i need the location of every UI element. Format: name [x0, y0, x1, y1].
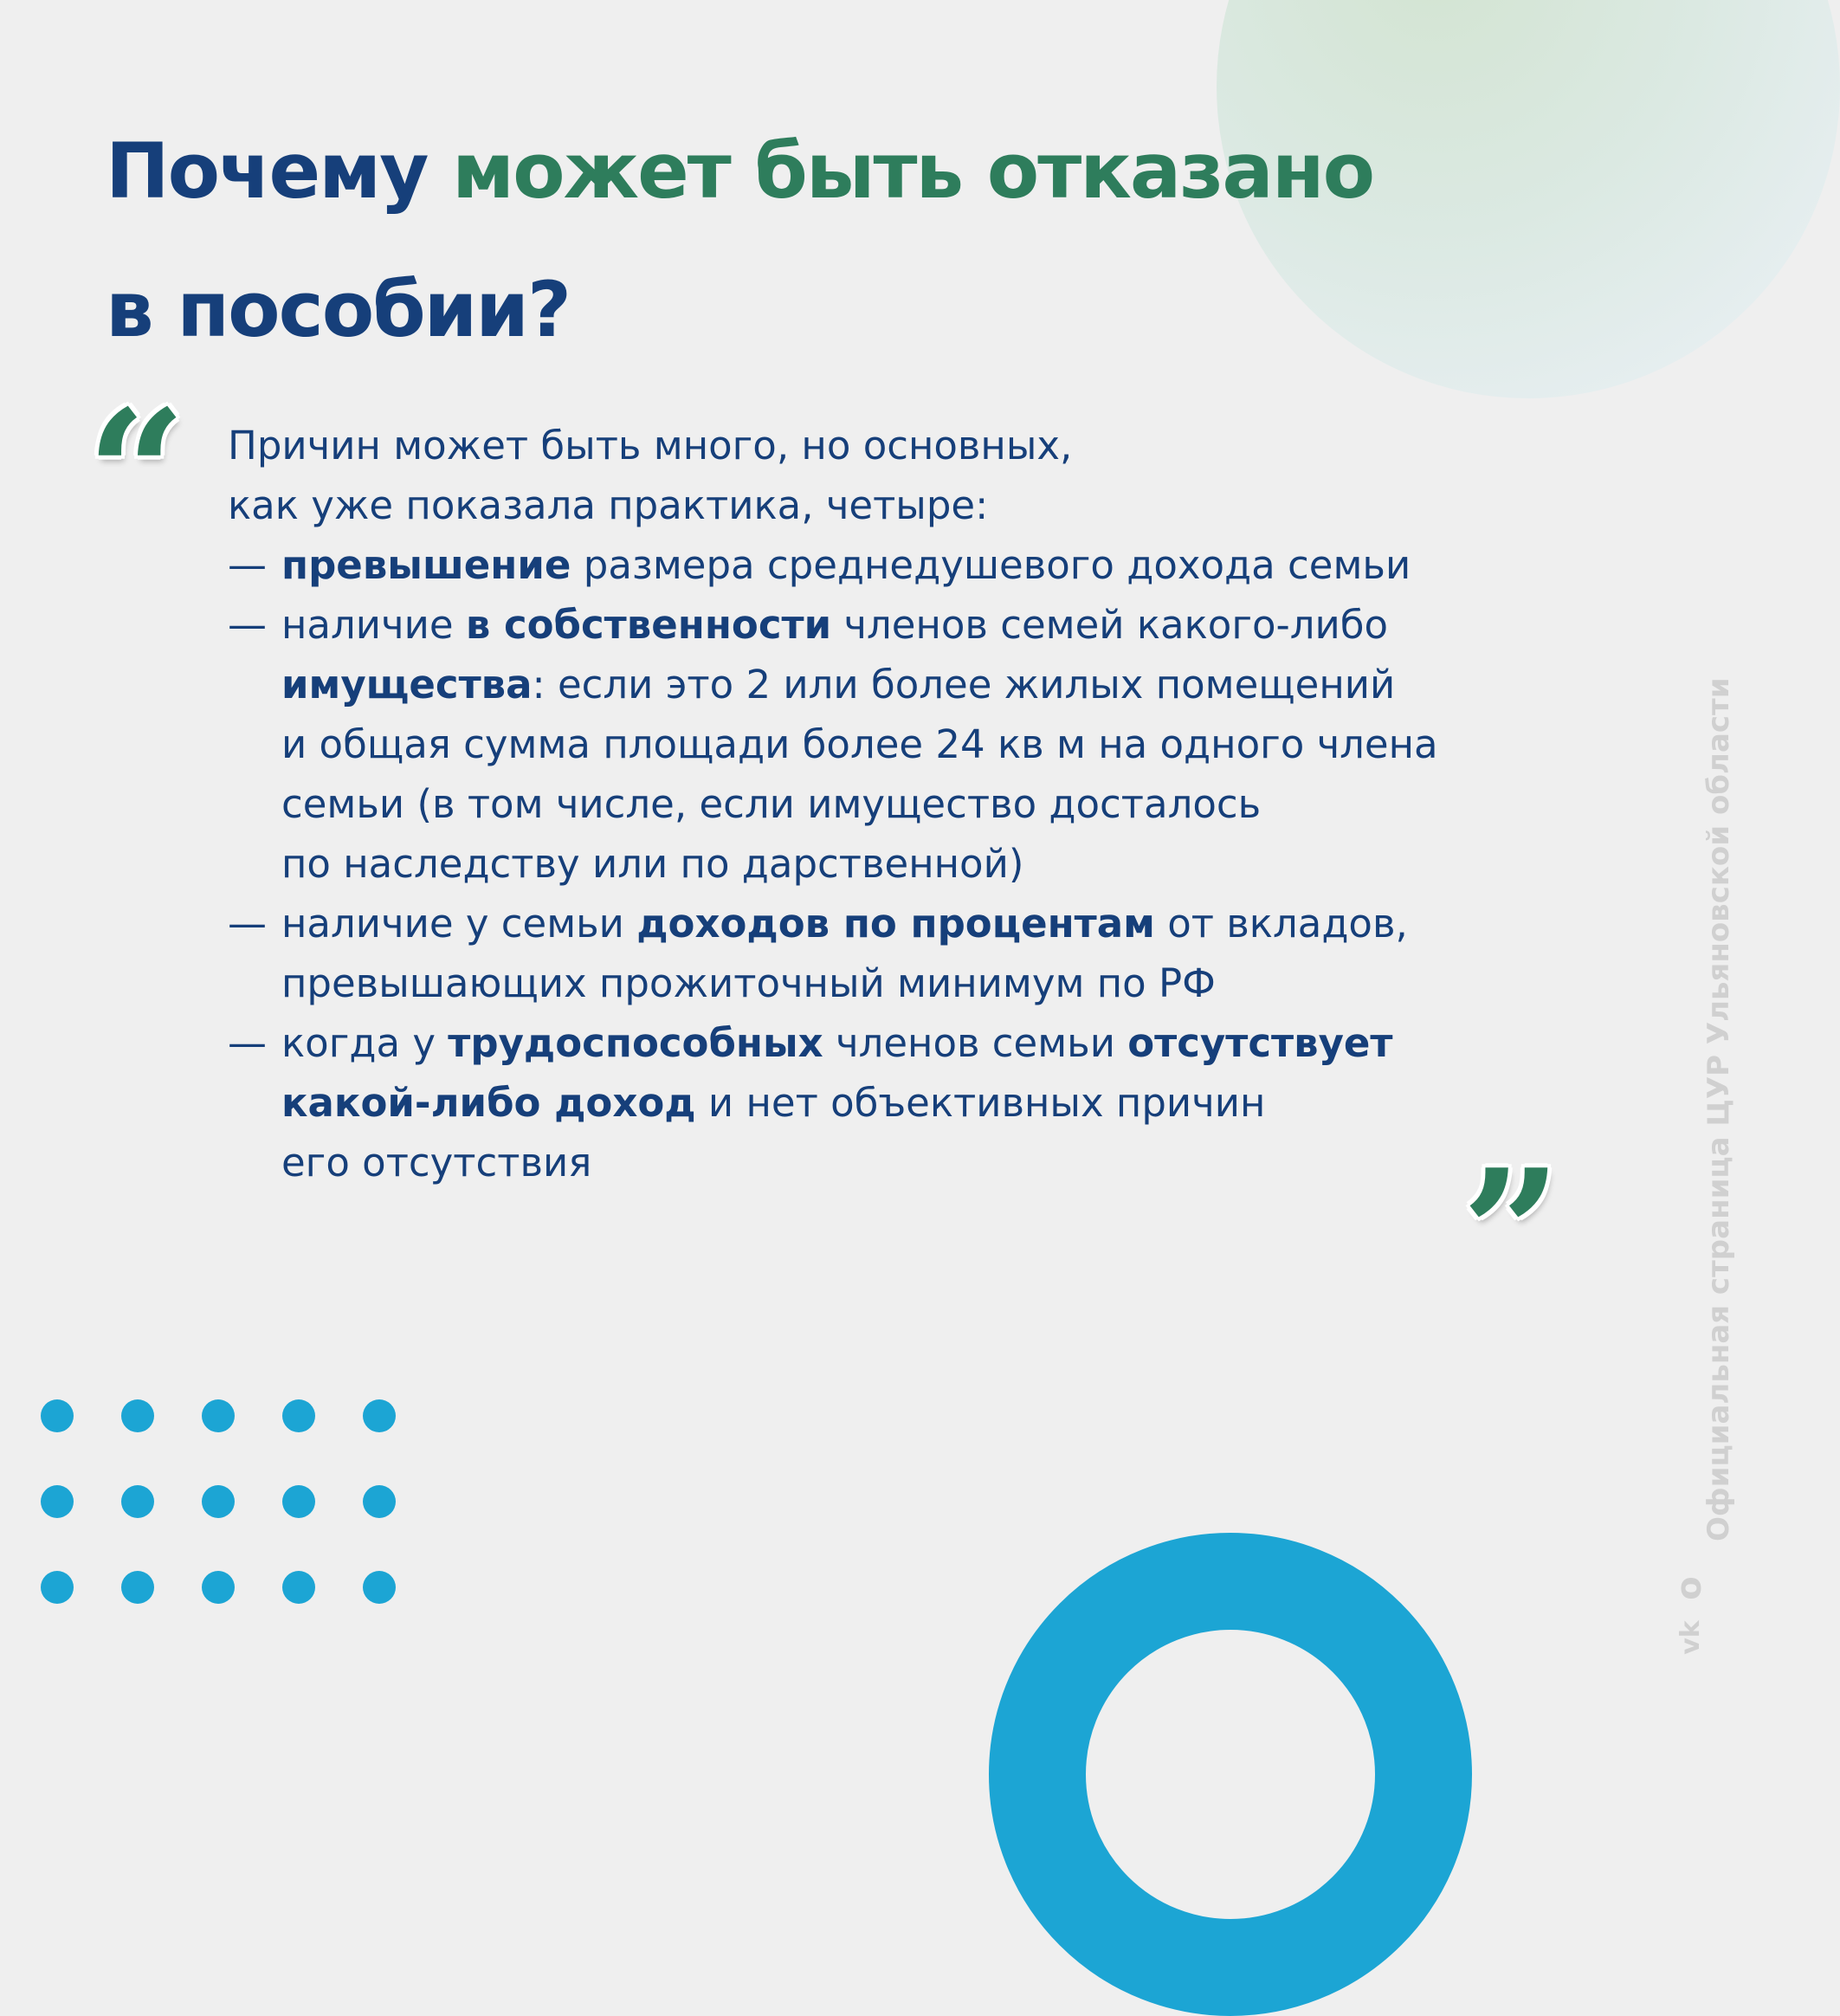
item-3-text-2: от вкладов,: [1154, 901, 1408, 947]
item-3-bold-1: доходов по процентам: [636, 901, 1155, 947]
reason-item-2: [228, 595, 1438, 894]
title-part-1: Почему: [106, 126, 453, 216]
item-2-line-4: семьи (в том числе, если имущество досталось: [281, 781, 1262, 827]
quote-body: [228, 416, 1438, 1192]
title-part-2-highlight: может быть отказано: [452, 126, 1374, 216]
intro-line-1: Причин может быть много, но основных,: [228, 423, 1073, 468]
item-1-text: размера среднедушевого дохода семьи: [571, 542, 1411, 588]
vk-icon: vk: [1675, 1620, 1706, 1655]
decorative-dot: [202, 1485, 235, 1518]
decorative-dot: [41, 1485, 74, 1518]
item-dash: —: [228, 542, 267, 588]
decorative-dot: [282, 1399, 315, 1432]
item-2-text-3: : если это 2 или более жилых помещений: [532, 662, 1396, 708]
reason-item-1: [228, 535, 1438, 595]
decorative-dot: [202, 1399, 235, 1432]
item-dash: —: [228, 901, 267, 947]
item-4-line-3: его отсутствия: [281, 1140, 592, 1186]
item-dash: —: [228, 1020, 267, 1066]
title-part-3: в пособии?: [106, 265, 571, 354]
item-4-text-1: когда у: [281, 1020, 449, 1066]
decorative-dot: [282, 1571, 315, 1604]
item-4-bold-2: отсутствует: [1127, 1020, 1393, 1066]
decorative-dot: [121, 1399, 154, 1432]
item-4-text-2: членов семьи: [823, 1020, 1128, 1066]
decorative-dot: [363, 1399, 396, 1432]
item-2-line-3: и общая сумма площади более 24 кв м на одного члена: [281, 721, 1438, 767]
item-2-line-5: по наследству или по дарственной): [281, 841, 1024, 887]
decorative-dot: [363, 1571, 396, 1604]
item-2-text-2: членов семей какого-либо: [831, 602, 1389, 648]
item-2-bold-1: в собственности: [465, 602, 832, 648]
decorative-dot: [363, 1485, 396, 1518]
ok-icon: ᴑ: [1679, 1567, 1703, 1606]
decorative-ring: [989, 1533, 1472, 2016]
decorative-dot: [41, 1571, 74, 1604]
item-4-bold-3: какой-либо доход: [281, 1080, 696, 1126]
reason-item-3: [228, 894, 1438, 1013]
item-2-text-1: наличие: [281, 602, 466, 648]
item-3-line-2: превышающих прожиточный минимум по РФ: [281, 960, 1216, 1006]
decorative-dot: [282, 1485, 315, 1518]
reason-item-4: [228, 1013, 1438, 1192]
decorative-dot: [41, 1399, 74, 1432]
item-dash: —: [228, 602, 267, 648]
item-3-text-1: наличие у семьи: [281, 901, 637, 947]
decorative-dot: [202, 1571, 235, 1604]
item-1-bold: превышение: [281, 542, 571, 588]
page-title: [106, 102, 1373, 379]
item-4-bold-1: трудоспособных: [448, 1020, 823, 1066]
decorative-dot: [121, 1485, 154, 1518]
open-quote-icon: “: [87, 372, 187, 576]
item-4-text-3: и нет объективных причин: [695, 1080, 1266, 1126]
item-2-bold-2: имущества: [281, 662, 533, 708]
decorative-dot-grid: [41, 1399, 396, 1604]
intro-line-2: как уже показала практика, четыре:: [228, 482, 989, 528]
official-page-caption: Официальная страница ЦУР Ульяновской области: [1701, 677, 1736, 1541]
close-quote-icon: ”: [1462, 1132, 1562, 1335]
decorative-dot: [121, 1571, 154, 1604]
